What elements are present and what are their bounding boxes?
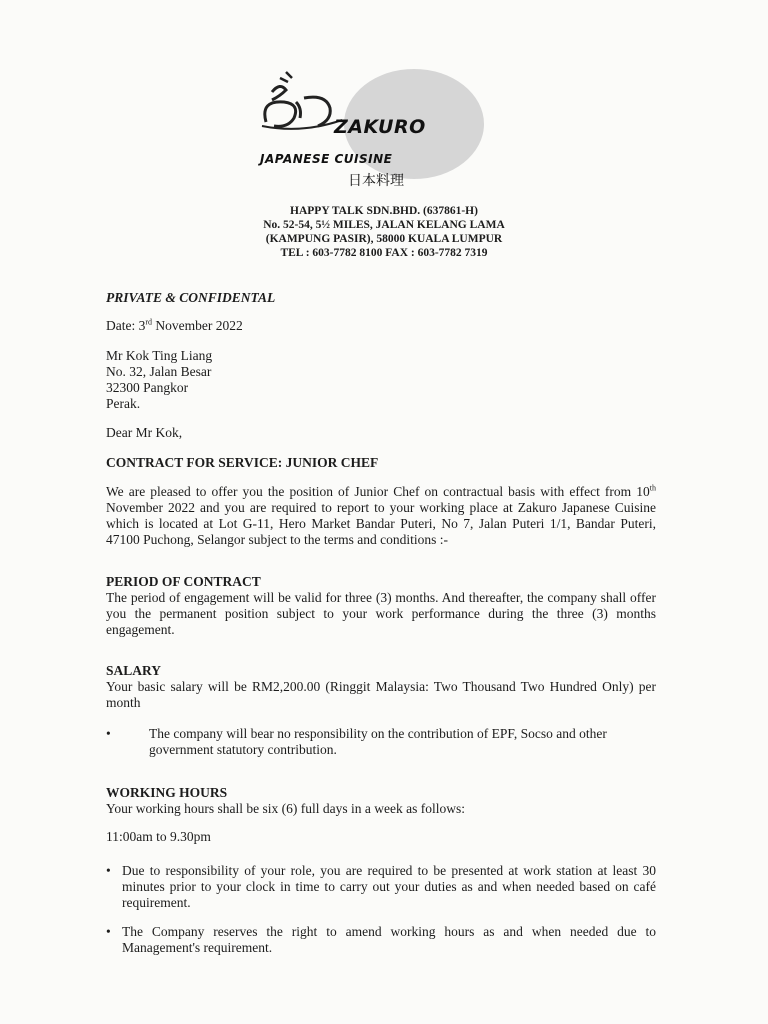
logo-japanese-text: 日本料理 <box>348 173 404 189</box>
intro-sup: th <box>649 483 656 493</box>
intro-text-a: We are pleased to offer you the position of Junior Chef on contractual basis with effect from 10 <box>106 484 650 499</box>
hours-text: Your working hours shall be six (6) full days in a week as follows: <box>106 801 465 816</box>
logo-tagline: JAPANESE CUISINE <box>260 152 393 166</box>
date-prefix: Date: 3 <box>106 318 146 333</box>
salary-bullet: The company will bear no responsibility on the contribution of EPF, Socso and other government statutory contribution. <box>149 726 607 757</box>
intro-paragraph <box>106 484 656 548</box>
recipient-line: Perak. <box>106 396 141 411</box>
period-text: The period of engagement will be valid for three (3) months. And thereafter, the company shall offer you the permanent position subject to your work performance during the three (3) months engagement. <box>106 590 656 637</box>
letter-date <box>106 318 243 334</box>
bullet-icon: • <box>106 924 111 939</box>
period-heading: PERIOD OF CONTRACT <box>106 574 261 589</box>
company-address-line1: No. 52-54, 5½ MILES, JALAN KELANG LAMA <box>263 219 505 231</box>
hours-bullet-1: Due to responsibility of your role, you are required to be presented at work station at least 30 minutes prior to your clock in time to carry out your duties as and when needed based on café requirement. <box>122 863 656 910</box>
date-sup: rd <box>145 317 153 327</box>
company-name: HAPPY TALK SDN.BHD. (637861-H) <box>290 205 478 217</box>
subject-heading: CONTRACT FOR SERVICE: JUNIOR CHEF <box>106 455 379 470</box>
recipient-line: No. 32, Jalan Besar <box>106 364 212 379</box>
salutation: Dear Mr Kok, <box>106 425 183 440</box>
company-contact: TEL : 603-7782 8100 FAX : 603-7782 7319 <box>280 247 488 259</box>
hours-time: 11:00am to 9.30pm <box>106 829 211 844</box>
zakuro-logo <box>252 62 502 192</box>
confidential-label: PRIVATE & CONFIDENTAL <box>106 290 276 305</box>
recipient-line: Mr Kok Ting Liang <box>106 348 213 363</box>
hours-bullet-2: The Company reserves the right to amend working hours as and when needed due to Management's requirement. <box>122 924 656 955</box>
logo-brand: ZAKURO <box>334 116 426 138</box>
hours-heading: WORKING HOURS <box>106 785 228 800</box>
recipient-line: 32300 Pangkor <box>106 380 189 395</box>
salary-heading: SALARY <box>106 663 162 678</box>
company-address-line2: (KAMPUNG PASIR), 58000 KUALA LUMPUR <box>265 233 503 245</box>
bullet-icon: • <box>106 863 111 878</box>
date-suffix: November 2022 <box>152 318 243 333</box>
intro-text-b: November 2022 and you are required to report to your working place at Zakuro Japanese Cuisine which is located at Lot G-11, Hero Market Bandar Puteri, No 7, Jalan Puteri 1/1, Bandar Puteri, 47100 Puchong, Selangor subject to the terms and conditions :- <box>106 500 656 547</box>
bullet-icon: • <box>106 726 111 741</box>
salary-text: Your basic salary will be RM2,200.00 (Ringgit Malaysia: Two Thousand Two Hundred Only) per month <box>106 679 656 710</box>
